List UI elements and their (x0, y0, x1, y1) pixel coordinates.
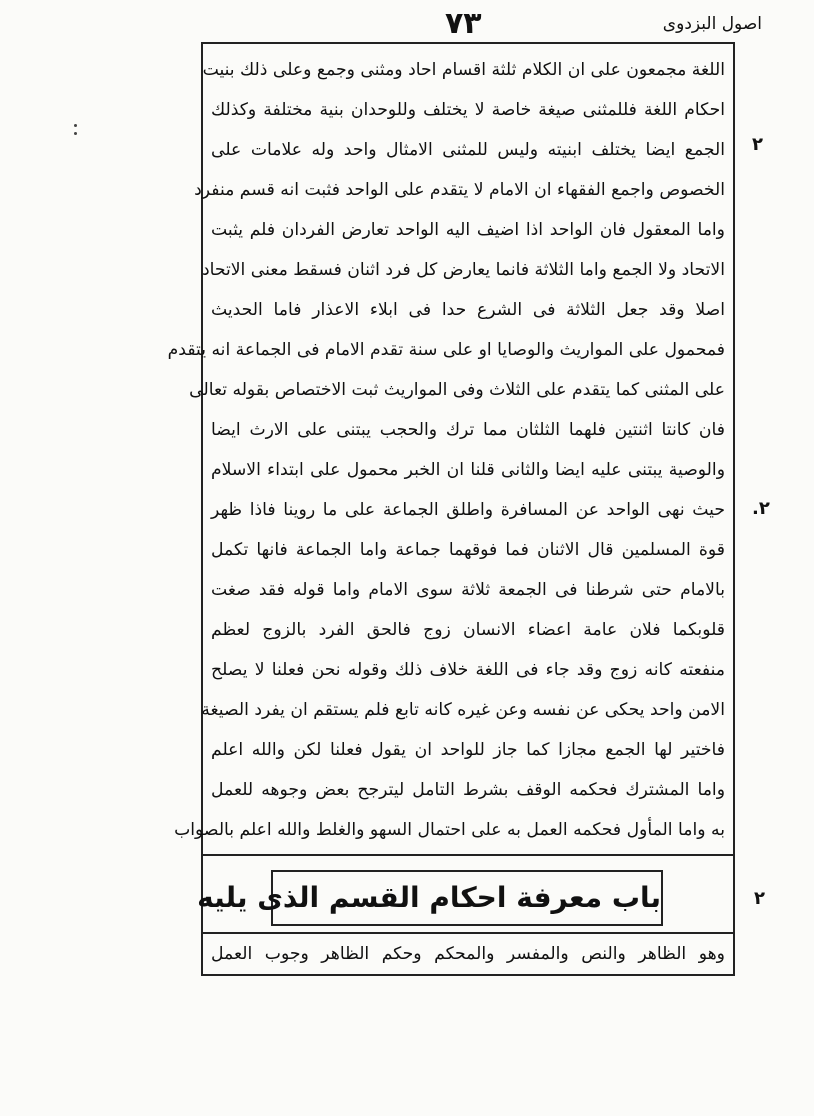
margin-note-mark: ۲. (752, 498, 770, 519)
text-line: الاتحاد ولا الجمع واما الثلاثة فانما يعارض كل فرد اثنان فسقط معنى الاتحاد (201, 260, 725, 280)
text-line: الامن واحد يحكى عن نفسه وعن غيره كانه تابع فلم يستقم ان يفرد الصيغة (201, 700, 725, 720)
text-line: منفعته كانه زوج وقد جاء فى اللغة خلاف ذلك وقوله نحن فعلنا لا يصلح (211, 660, 725, 680)
text-line: بالامام حتى شرطنا فى الجمعة ثلاثة سوى الامام واما قوله فقد صغت (211, 580, 725, 600)
footer-text-block (203, 932, 733, 974)
page-number: ۷۳ (445, 6, 482, 41)
text-line: اصلا وقد جعل الثلاثة فى الشرع حدا فى ابلاء الاعذار فاما الحديث (211, 300, 725, 320)
margin-note-mark: ۲ (754, 888, 765, 909)
text-line: فمحمول على المواريث والوصايا او على سنة تقدم الامام فى الجماعة انه يتقدم (167, 340, 725, 360)
text-line: فاختير لها الجمع مجازا كما جاز للواحد ان يقول فعلنا لكن والله اعلم (211, 740, 725, 760)
text-line: به واما المأول فحكمه العمل به على احتمال السهو والغلط والله اعلم بالصواب (174, 820, 725, 840)
text-line: الخصوص واجمع الفقهاء ان الامام لا يتقدم على الواحد فثبت انه قسم منفرد (194, 180, 725, 200)
text-line: واما المعقول فان الواحد اذا اضيف اليه الواحد تعارض الفردان فلم يثبت (211, 220, 725, 240)
text-line: حيث نهى الواحد عن المسافرة واطلق الجماعة على ما روينا فاذا ظهر (211, 500, 725, 520)
page-frame (167, 42, 735, 976)
text-line: قلوبكما فلان عامة اعضاء الانسان زوج فالحق الفرد بالزوج لعظم (211, 620, 725, 640)
text-line: فان كانتا اثنتين فلهما الثلثان مما ترك والحجب يبتنى على الارث ايضا (211, 420, 725, 440)
margin-note-mark: ۲ (752, 134, 763, 155)
text-line: اللغة مجمعون على ان الكلام ثلثة اقسام احاد ومثنى وجمع وعلى ذلك بنيت (202, 60, 725, 80)
text-line: الجمع ايضا يختلف ابنيته وليس للمثنى الامثال واحد وله علامات على (211, 140, 725, 160)
chapter-heading: باب معرفة احكام القسم الذى يليه (271, 870, 663, 926)
text-line: وهو الظاهر والنص والمفسر والمحكم وحكم الظاهر وجوب العمل (211, 944, 725, 964)
text-line: والوصية يبتنى عليه ايضا والثانى قلنا ان الخبر محمول على ابتداء الاسلام (211, 460, 725, 480)
text-line: احكام اللغة فللمثنى صيغة خاصة لا يختلف وللوحدان بنية مختلفة وكذلك (211, 100, 725, 120)
running-header-title: اصول البزدوی (662, 14, 762, 34)
text-line: قوة المسلمين قال الاثنان فما فوقهما جماعة واما الجماعة فانها تكمل (211, 540, 725, 560)
margin-dots (74, 124, 77, 140)
text-line: على المثنى كما يتقدم على الثلاث وفى المواريث ثبت الاختصاص بقوله تعالى (189, 380, 725, 400)
main-text-block (167, 44, 733, 856)
text-line: واما المشترك فحكمه الوقف بشرط التامل ليترجح بعض وجوهه للعمل (211, 780, 725, 800)
